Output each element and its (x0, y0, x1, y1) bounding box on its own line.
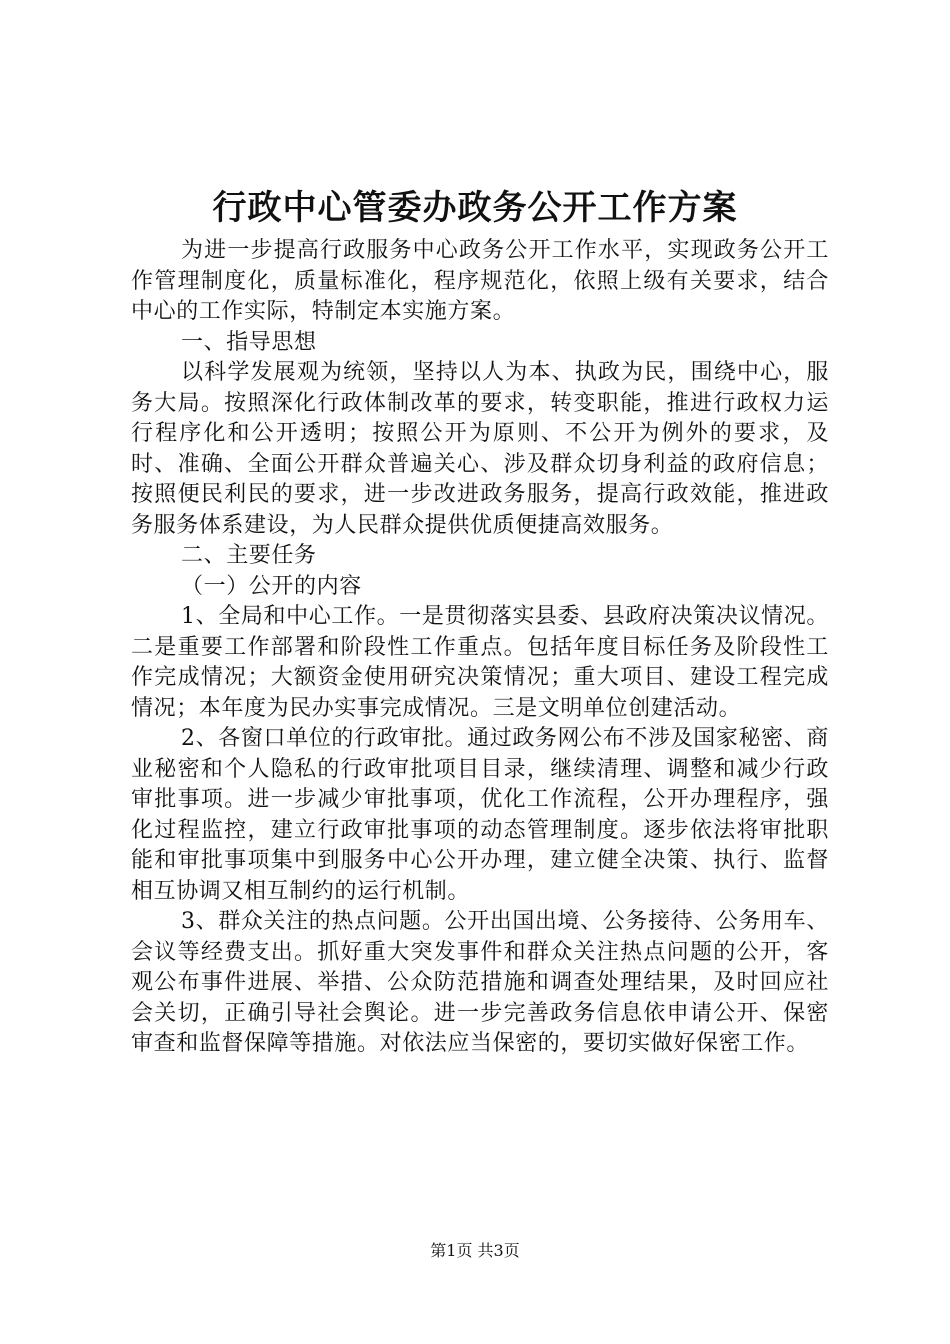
intro-paragraph: 为进一步提高行政服务中心政务公开工作水平，实现政务公开工作管理制度化，质量标准化，程序规范化，依照上级有关要求，结合中心的工作实际，特制定本实施方案。 (131, 238, 829, 324)
item-paragraph-3: 3、群众关注的热点问题。公开出国出境、公务接待、公务用车、会议等经费支出。抓好重大突发事件和群众关注热点问题的公开，客观公布事件进展、举措、公众防范措施和调查处理结果，及时回应社会关切，正确引导社会舆论。进一步完善政务信息依申请公开、保密审查和监督保障等措施。对依法应当保密的，要切实做好保密工作。 (131, 909, 829, 1056)
section-heading-main-tasks: 二、主要任务 (181, 543, 317, 568)
subsection-heading-content: （一）公开的内容 (181, 573, 362, 599)
guiding-ideology-paragraph: 以科学发展观为统领，坚持以人为本、执政为民，围绕中心，服务大局。按照深化行政体制改革的要求，转变职能，推进行政权力运行程序化和公开透明；按照公开为原则、不公开为例外的要求，及时、准确、全面公开群众普遍关心、涉及群众切身利益的政府信息；按照便民利民的要求，进一步改进政务服务，提高行政效能，推进政务服务体系建设，为人民群众提供优质便捷高效服务。 (131, 360, 829, 538)
item-paragraph-1: 1、全局和中心工作。一是贯彻落实县委、县政府决策决议情况。二是重要工作部署和阶段性工作重点。包括年度目标任务及阶段性工作完成情况；大额资金使用研究决策情况；重大项目、建设工程完成情况；本年度为民办实事完成情况。三是文明单位创建活动。 (131, 604, 829, 721)
page-number-footer: 第1页 共3页 (430, 1241, 520, 1260)
document-body (131, 236, 829, 1060)
item-paragraph-2: 2、各窗口单位的行政审批。通过政务网公布不涉及国家秘密、商业秘密和个人隐私的行政审批项目目录，继续清理、调整和减少行政审批事项。进一步减少审批事项，优化工作流程，公开办理程序，强化过程监控，建立行政审批事项的动态管理制度。逐步依法将审批职能和审批事项集中到服务中心公开办理，建立健全决策、执行、监督相互协调又相互制约的运行机制。 (131, 726, 829, 904)
section-heading-guiding-ideology: 一、指导思想 (181, 329, 317, 355)
document-title: 行政中心管委办政务公开工作方案 (212, 188, 738, 228)
